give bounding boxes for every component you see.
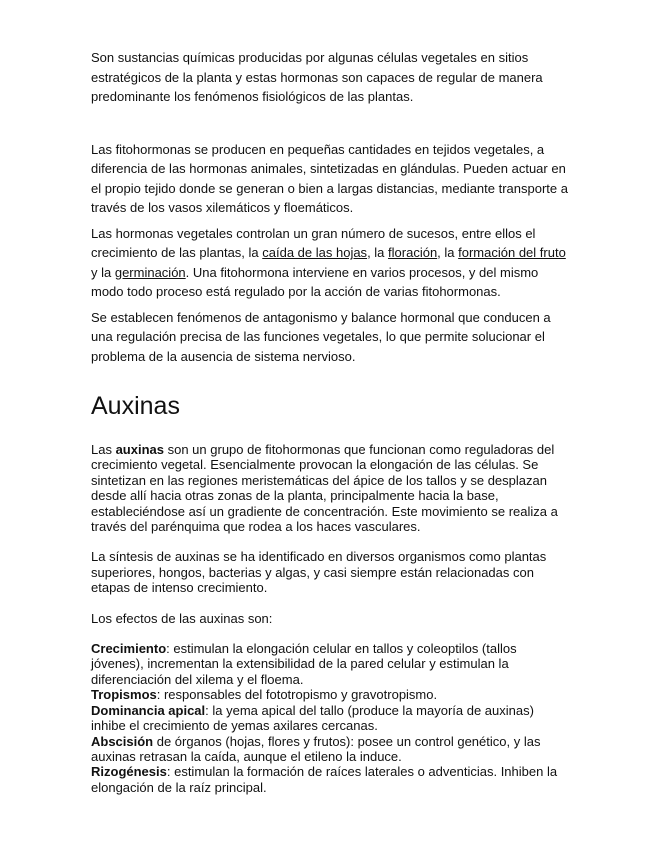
effect-text: de órganos (hojas, flores y frutos): posee un control genético, y las auxinas retrasan la caída, aunque el etileno la induce. bbox=[91, 733, 541, 764]
intro-paragraph-1: Son sustancias químicas producidas por algunas células vegetales en sitios estratégicos de la planta y estas hormonas son capaces de regular de manera predominante los fenómenos fisiológicos de las plantas. bbox=[91, 50, 543, 104]
link-caida-hojas[interactable]: caída de las hojas bbox=[262, 245, 368, 260]
text-span: . Una fitohormona interviene en varios procesos, y del mismo modo todo proceso está regulado por la acción de varias fitohormonas. bbox=[91, 264, 539, 299]
effect-term: Abscisión bbox=[91, 733, 154, 749]
effect-item bbox=[91, 687, 571, 702]
effect-text: : estimulan la formación de raíces laterales o adventicias. Inhiben la elongación de la raíz principal. bbox=[91, 764, 558, 795]
text-span: y la bbox=[91, 264, 115, 280]
effect-text: : estimulan la elongación celular en tallos y coleoptilos (tallos jóvenes), incrementan la extensibilidad de la pared celular y estimulan la diferenciación del xilema y el floema. bbox=[91, 641, 517, 687]
link-germinacion[interactable]: germinación bbox=[114, 264, 186, 280]
intro-paragraph-2: Las fitohormonas se producen en pequeñas cantidades en tejidos vegetales, a diferencia de las hormonas animales, sintetizadas en glándulas. Pueden actuar en el propio tejido donde se generan o bien a largas distancias, mediante transporte a través de los vasos xilemáticos y floemáticos. bbox=[91, 141, 568, 215]
effect-item bbox=[91, 703, 571, 734]
text-span: son un grupo de fitohormonas que funcionan como reguladoras del crecimiento vegetal. Esencialmente provocan la elongación de las células. Se sintetizan en las regiones meristemáticas del ápice de los tallos y se desplazan desde allí hacia otras zonas de la planta, principalmente hacia la base, estableciéndose así un gradiente de concentración. Este movimiento se realiza a través del parénquima que rodea a los haces vasculares. bbox=[91, 442, 558, 535]
text-span: , la bbox=[437, 245, 459, 260]
intro-paragraph-4: Se establecen fenómenos de antagonismo y balance hormonal que conducen a una regulación precisa de las funciones vegetales, lo que permite solucionar el problema de la ausencia de sistema nervioso. bbox=[91, 309, 551, 364]
section-heading-auxinas: Auxinas bbox=[91, 392, 180, 420]
effects-list bbox=[91, 641, 571, 795]
effect-term: Tropismos bbox=[91, 687, 157, 703]
bold-term: auxinas bbox=[115, 442, 164, 457]
effect-term: Dominancia apical bbox=[91, 702, 206, 718]
document-page bbox=[91, 48, 571, 795]
effect-item bbox=[91, 734, 571, 765]
effect-term: Rizogénesis bbox=[91, 764, 167, 780]
text-span: Las hormonas vegetales controlan un gran número de sucesos, entre ellos el crecimiento de las plantas, la bbox=[91, 225, 536, 260]
effect-term: Crecimiento bbox=[91, 641, 167, 657]
effect-text: : la yema apical del tallo (produce la mayoría de auxinas) inhibe el crecimiento de yemas axilares cercanas. bbox=[91, 702, 534, 734]
effect-item bbox=[91, 641, 571, 687]
effect-text: : responsables del fototropismo y gravotropismo. bbox=[156, 687, 438, 703]
effect-item bbox=[91, 764, 571, 795]
text-span: Las bbox=[91, 442, 116, 457]
link-floracion[interactable]: floración bbox=[388, 245, 438, 260]
intro-paragraph-3 bbox=[91, 224, 571, 302]
auxinas-paragraph-1 bbox=[91, 442, 571, 534]
link-formacion-fruto[interactable]: formación del fruto bbox=[458, 245, 566, 260]
text-span: , la bbox=[367, 245, 389, 260]
auxinas-paragraph-2: La síntesis de auxinas se ha identificado en diversos organismos como plantas superiores, hongos, bacterias y algas, y casi siempre están relacionadas con etapas de intenso crecimiento. bbox=[91, 549, 547, 596]
auxinas-paragraph-3: Los efectos de las auxinas son: bbox=[91, 610, 273, 626]
